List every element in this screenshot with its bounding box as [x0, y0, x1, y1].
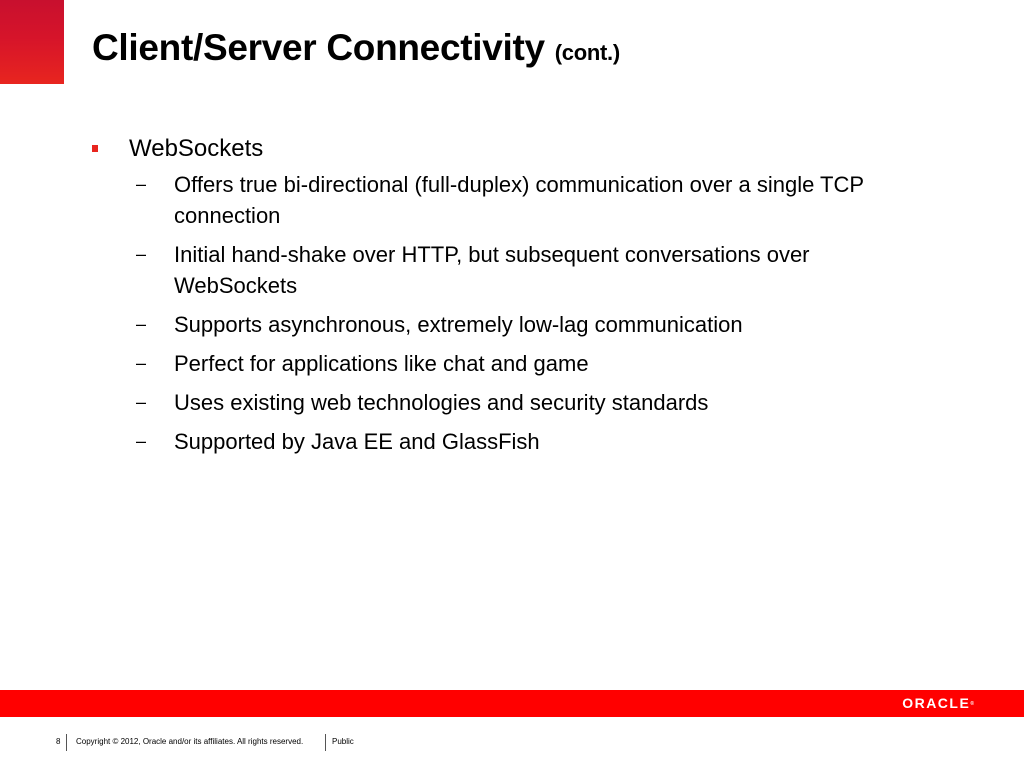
sub-bullet-item	[92, 309, 934, 340]
dash-bullet-icon: –	[136, 431, 147, 451]
sub-bullet-text: Offers true bi-directional (full-duplex) communication over a single TCP connection	[174, 172, 864, 228]
oracle-logo	[902, 695, 974, 712]
sub-bullet-item	[92, 387, 934, 418]
bullet-item	[92, 131, 972, 167]
sub-bullet-item	[92, 169, 934, 231]
footer-red-bar	[0, 690, 1024, 717]
classification-label: Public	[332, 737, 354, 746]
title-corner-accent	[0, 0, 64, 84]
page-number: 8	[56, 737, 61, 746]
footer-divider	[66, 734, 67, 751]
copyright-text: Copyright © 2012, Oracle and/or its affiliates. All rights reserved.	[76, 737, 304, 746]
oracle-logo-text: ORACLE	[902, 695, 971, 711]
sub-bullet-list	[92, 169, 972, 457]
dash-bullet-icon: –	[136, 174, 147, 194]
sub-bullet-text: Supported by Java EE and GlassFish	[174, 429, 540, 454]
sub-bullet-text: Perfect for applications like chat and game	[174, 351, 589, 376]
slide-title-suffix: (cont.)	[554, 40, 620, 65]
dash-bullet-icon: –	[136, 392, 147, 412]
sub-bullet-text: Uses existing web technologies and security standards	[174, 390, 709, 415]
sub-bullet-item	[92, 239, 934, 301]
slide-title-text: Client/Server Connectivity	[92, 27, 545, 68]
sub-bullet-text: Supports asynchronous, extremely low-lag communication	[174, 312, 743, 337]
square-bullet-icon	[92, 145, 98, 152]
registered-mark: ®	[970, 701, 974, 707]
footer-divider	[325, 734, 326, 751]
bullet-item-text: WebSockets	[129, 135, 264, 162]
sub-bullet-text: Initial hand-shake over HTTP, but subsequent conversations over WebSockets	[174, 242, 810, 298]
dash-bullet-icon: –	[136, 353, 147, 373]
sub-bullet-item	[92, 348, 934, 379]
sub-bullet-item	[92, 426, 934, 457]
slide-content	[92, 131, 972, 465]
dash-bullet-icon: –	[136, 244, 147, 264]
dash-bullet-icon: –	[136, 314, 147, 334]
slide-title	[92, 26, 620, 75]
